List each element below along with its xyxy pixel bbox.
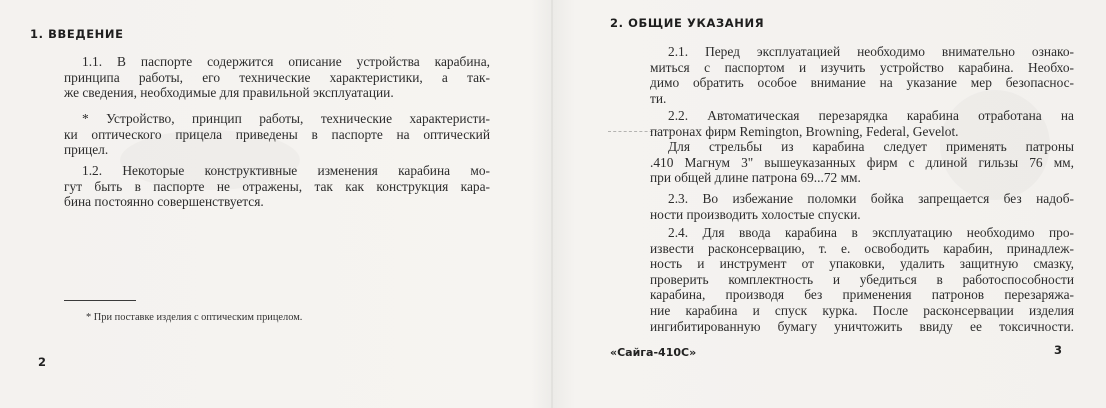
text-line: ность и инструмент от упаковки, удалить защитную смазку, (650, 256, 1074, 272)
text-line: 1.2. Некоторые конструктивные изменения карабина мо- (82, 163, 490, 178)
section-heading-introduction: 1. ВВЕДЕНИЕ (30, 27, 124, 41)
text-line: ингибитированную бумагу уничтожить ввиду ее токсичности. (650, 318, 1074, 334)
text-line: ки оптического прицела приведены в паспорте на оптический (64, 126, 490, 142)
footnote-rule (64, 300, 136, 301)
page-gutter (551, 0, 553, 408)
text-line: патронах фирм Remington, Browning, Federal, Gevelot. (650, 123, 959, 139)
text-line: .410 Магнум 3" вышеуказанных фирм с длиной гильзы 76 мм, (650, 154, 1074, 170)
text-line: * Устройство, принцип работы, технические характеристи- (82, 111, 490, 126)
text-line: ти. (650, 90, 667, 106)
paragraph-1-2 (64, 163, 490, 210)
text-line: при общей длине патрона 69...72 мм. (650, 170, 861, 186)
text-line: принципа работы, его технические характеристики, а так- (64, 69, 490, 85)
text-line: бина постоянно совершенствуется. (64, 194, 264, 210)
page-number-left: 2 (38, 355, 47, 369)
text-line: Для стрельбы из карабина следует применять патроны (668, 139, 1074, 155)
model-name: «Сайга-410С» (610, 346, 697, 359)
page-number-right: 3 (1054, 343, 1063, 357)
text-line: извести расконсервацию, т. е. освободить карабин, принадлеж- (650, 240, 1074, 256)
text-line: гут быть в паспорте не отражены, так как конструкция кара- (64, 178, 490, 194)
paragraph-2-4 (650, 225, 1074, 334)
text-line: димо обратить особое внимание на указание мер безопаснос- (650, 75, 1074, 91)
text-line: ние карабина и спуск курка. После расконсервации изделия (650, 302, 1074, 318)
paragraph-2-3 (650, 191, 1074, 222)
paragraph-1-1 (64, 54, 490, 101)
text-line: же сведения, необходимые для правильной эксплуатации. (64, 85, 394, 101)
text-line: 2.1. Перед эксплуатацией необходимо внимательно ознако- (668, 44, 1074, 59)
text-line: 2.3. Во избежание поломки бойка запрещается без надоб- (668, 191, 1074, 206)
text-line: 1.1. В паспорте содержится описание устройства карабина, (82, 54, 490, 69)
section-heading-general-instructions: 2. ОБЩИЕ УКАЗАНИЯ (610, 16, 765, 30)
text-line: прицел. (64, 142, 109, 158)
text-line: проверить комплектность и убедиться в работоспособности (650, 271, 1074, 287)
text-line: миться с паспортом и изучить устройство карабина. Необхо- (650, 59, 1074, 75)
text-line: карабина, производя без применения патронов перезаряжа- (650, 287, 1074, 303)
footnote: * При поставке изделия с оптическим прицелом. (86, 312, 303, 323)
paragraph-2-2 (650, 108, 1074, 186)
text-line: ности производить холостые спуски. (650, 206, 861, 222)
text-line: 2.2. Автоматическая перезарядка карабина отработана на (668, 108, 1074, 123)
paragraph-star-note (64, 111, 490, 158)
paragraph-2-1 (650, 44, 1074, 106)
text-line: 2.4. Для ввода карабина в эксплуатацию необходимо про- (668, 225, 1074, 240)
